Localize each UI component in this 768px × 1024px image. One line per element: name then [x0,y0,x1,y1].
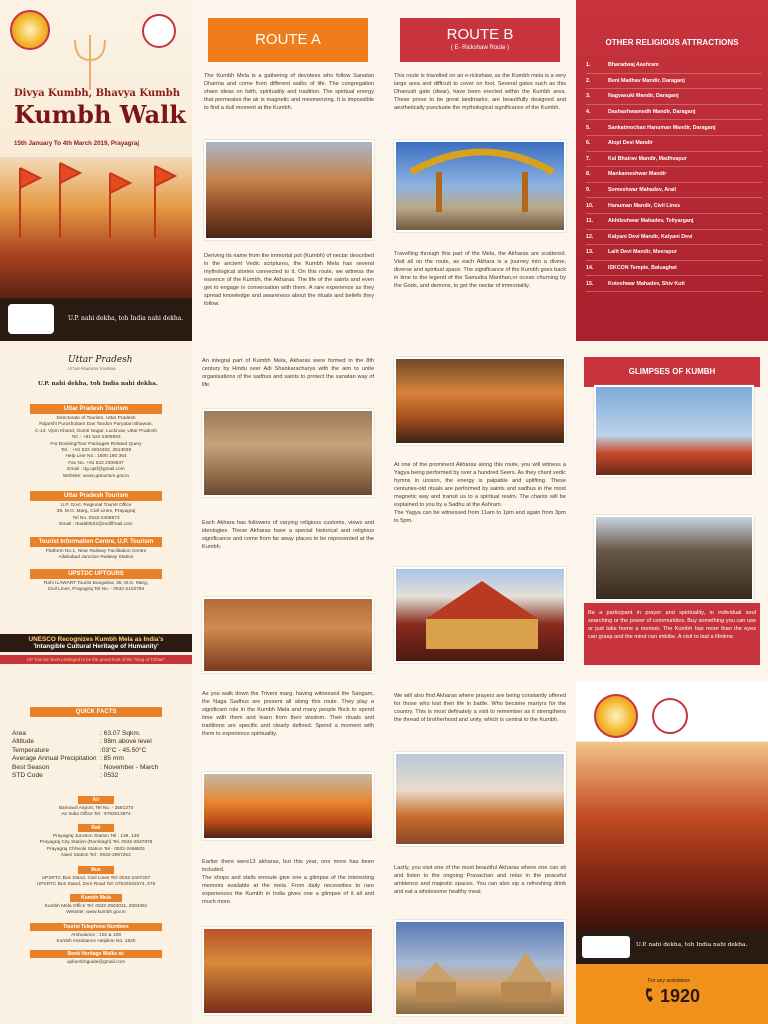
sec4-title: UPSTDC UPTOURS [30,569,162,579]
rail-title: Rail [78,824,114,832]
quick-fact-row [12,772,182,780]
attraction-number: 13. [586,249,594,256]
attraction-name: ISKCON Temple, Baluaghat [608,265,677,272]
route-b-intro: This route is travelled on an e-rickshaw, as the Kumbh mela is a very large area and difficult to cover on foot. Several gates such as this Dhanush gate (dwar), have been erected within the Kumbh area. These prove to be great landmarks, are beautifully designed and aesthetically punctuate the mythological significance of the Kumbh. [394,73,566,111]
route-b-title: ROUTE B [446,26,514,43]
cover-dates: 15th January To 4th March 2019, Prayagraj [14,140,140,147]
quick-fact-key: Average Annual Precipitation [12,755,97,763]
attraction-item [586,89,762,105]
bus-title: Bus [78,866,114,874]
attraction-item [586,105,762,121]
yagya-panel [384,341,576,682]
attraction-number: 11. [586,218,594,225]
attraction-name: Beni Madhav Mandir, Daraganj [608,77,685,84]
attraction-item [586,120,762,136]
phones-title: Tourist Telephone Numbers [30,923,162,931]
glimpses-panel [576,341,768,682]
attraction-number: 10. [586,202,594,209]
contacts-panel [0,341,192,682]
attraction-number: 7. [586,155,591,162]
naga-intro: As you walk down the Triveni marg, having witnessed the Sangam, the Naga Sadhus are present all along this route. They play a significant role in the Kumbh Mela and many people flock to spend time with them and learn from their wisdom. Their rituals and traditions are specific and clearly defined. Spend a moment with them to experience spirituality. [202,691,374,737]
quick-fact-value: :03°C - 45.50°C [100,746,147,754]
attraction-name: Koteshwar Mahadev, Shiv Kuti [608,280,685,287]
route-b-header [400,18,560,62]
air-title: Air [78,796,114,804]
quick-facts-title: QUICK FACTS [30,707,162,717]
cover-tagline: Divya Kumbh, Bhavya Kumbh [14,88,180,99]
attraction-item [586,167,762,183]
unesco-banner [0,634,192,652]
attraction-item [586,183,762,199]
phone-icon [644,986,658,1004]
cover-slogan: U.P. nahi dekha, toh India nahi dekha. [68,315,184,322]
yagya-photo [394,357,566,445]
sec2-lines: U.P. Govt. Regional Tourist Office 35, M.G. Marg, Civil Lines, Prayagraj Tel No. 0532-2408873 Email : rtoald0532@rediffmail.com [56,503,136,528]
quick-facts-panel [0,682,192,1024]
kumbh-logo [10,10,50,50]
attraction-number: 1. [586,62,591,69]
attraction-name: Hanuman Mandir, Civil Lines [608,202,681,209]
route-b-subtitle: ( E- Rickshaw Route ) [450,45,510,51]
attraction-item [586,276,762,292]
quick-fact-value: : November - March [100,763,159,771]
glimpse-photo-1 [594,385,754,477]
attraction-item [586,198,762,214]
attraction-name: Sankatmochan Hanuman Mandir, Daraganj [608,124,716,131]
quick-fact-value: : 63.07 Sqkm. [100,730,141,737]
up-govt-seal [142,14,176,48]
attraction-number: 5. [586,124,591,131]
attraction-number: 2. [586,77,591,84]
attraction-item [586,152,762,168]
quick-fact-key: Best Season [12,763,50,771]
attraction-item [586,214,762,230]
unesco-sub: 'Intangible Cultural Heritage of Humanity' [33,643,159,650]
yagya-description: At one of the prominent Akharas along this route, you will witness a Yagya being performed by over a hundred Seers. As they chant vedic hymns in unison, the energy is palpable and uplifting. These centuries-old rituals are performed by saints and sadhus in the most magnetic way and transit us to a spiritual realm. The chants will be explained to you by a Sadhu at the Ashram. The Yagya can be witnessed from 11am to 1pm and again from 3pm to 5pm. [394,462,566,524]
route-a-panel [192,0,384,341]
attraction-number: 15. [586,280,594,287]
sec1-title: Uttar Pradesh Tourism [30,404,162,414]
akharas-intro: An integral part of Kumbh Mela, Akharas were formed in the 8th century by Hindu seer Adi Shankaracharya with the aim to unite organisations of the sadhus and saints to protect the sanatan way of life. [202,358,374,388]
route-a-title: ROUTE A [208,18,368,62]
cover-title: Kumbh Walk [14,100,186,129]
attractions-title: OTHER RELIGIOUS ATTRACTIONS [605,38,739,47]
route-b-panel [384,0,576,341]
attraction-name: Dashashwamedh Mandir, Daraganj [608,109,696,116]
quick-fact-key: STD Code [12,772,43,780]
attraction-number: 6. [586,140,591,147]
quick-facts-list [12,730,182,780]
up-brand: Uttar Pradesh [68,355,133,365]
air-lines: Bamrauli Airport, Tel No. - 2581370 Air India Office Tel : 9793013874 [58,806,134,818]
temple-photo [394,920,566,1016]
up-govt-seal-back [652,698,688,734]
glimpses-description: Be a participant in prayer and spirituality, in individual soul searching or the power of communities. Buy something you can use or just take home a memoir. The Kumbh has more than the eyes can grasp and the mind can imbibe. A visit to last a lifetime. [588,610,756,640]
attraction-name: Alopi Devi Mandir [608,140,653,147]
sadhu-photo [202,409,374,497]
quick-fact-row [12,730,182,738]
attraction-number: 3. [586,93,591,100]
attraction-number: 4. [586,109,591,116]
phones-lines: Ambulance : 102 & 108 Kumbh Assistance Helpline No. 1920 [56,933,136,945]
king-line: UP Tourism feels privileged to be the proud host of the "King of Tirthas" [0,655,192,664]
quick-fact-value: : 85 mm [100,755,124,763]
glimpse-photo-2 [594,515,754,601]
akharas-panel [192,341,384,682]
sec1-lines: Directorate of Tourism, Uttar Pradesh Rajarshi Purushottam Das Tandon Paryatan Bhawan, C-13, Vipin Khand, Gomti Nagar, Lucknow, Uttar Pradesh Tel. : +91 522-2308993 For Booking/Tour Packages Related Query Tel. : +91 522 4004402, 2613639 Help Line No.: 1800 180 364 Fax No. +91 522 2308937 Email : dg.uptf@gmail.com Website: www.uptourism.gov.in [34,416,158,479]
quick-fact-key: Temperature [12,746,50,754]
mela-title: Kumbh Mela [70,894,122,902]
attraction-number: 14. [586,265,594,272]
sec2-title: Uttar Pradesh Tourism [30,491,162,501]
unesco-title: UNESCO Recognizes Kumbh Mela as India's [28,636,164,643]
cover-footer [0,298,192,341]
attraction-item [586,136,762,152]
quick-fact-key: Area [12,730,26,737]
attraction-number: 8. [586,171,591,178]
cover-panel [0,0,192,341]
attraction-name: Bharadwaj Aashram [608,62,659,69]
route-a-intro: The Kumbh Mela is a gathering of devotees who follow Sanatan Dharma and come from different walks of life. The congregation share ideas on faith, spirituality and tradition. The spiritual energy that permeates the air is magnetic and mesmerizing. It is impossible to find a dull moment at the Kumbh. [204,73,374,111]
quick-fact-row [12,764,182,772]
attraction-number: 12. [586,233,594,240]
attraction-name: Kal Bhairav Mandir, Madhvapur [608,155,687,162]
book-email[interactable]: upkumbhguide@gmail.com [66,960,126,965]
assist-label: For any assistance [648,978,690,984]
route-b-description: Travelling through this part of the Mela, the Akharas are scattered. Visit all on the route, as each Akhara is a journey into a divine, diverse and spiritual space. The significance of the Kumbh goes back in time to the legend of the Samudra Manthan,or ocean churning by the Gods, and demons, to get the nectar of immortality. [394,251,566,289]
up-tourism-logo-back [582,936,630,958]
back-panel [576,682,768,1024]
akharas-description: Each Akhara has followers of varying religious customs, views and ideologies. These Akharas have a special historical and religious significance and come from far away places to be represented at the Kumbh. [202,520,374,550]
pandal-photo [394,567,566,663]
quick-fact-row [12,738,182,746]
bus-lines: UPSRTC Bus Stand, Civil Lines Tel: 0532-2407257 UPSRTC Bus Stand, Zero Road Tel: 07525022574, 576 [36,876,156,888]
trishul-icon [65,30,115,90]
attraction-name: Akhileshwar Mahadev, Teliyarganj [608,218,694,225]
up-tourism-logo [8,304,54,334]
naga-panel [192,682,384,1024]
quick-fact-key: Altitude [12,738,34,746]
mela-lines: Kumbh Mela Office Tel: 0532-2504011, 2504361 Website: www.kumbh.gov.in [44,904,148,916]
naga-description: Earlier there were13 akharas, but this year, one more has been included. The shops and stalls enroute give one a glimpse of the interesting memoirs available at the mela. From daily necessities to rare experiences the Kumbh in India gives one a glimpse of it all and much more. [202,859,374,905]
sec3-lines: Platform No.1, Near Railway Facilitation Centre Allahabad Junction Railway Station [45,549,147,561]
dhanush-gate-photo [394,140,566,232]
quick-fact-value: : 0532 [100,772,119,780]
attraction-name: Mankameshwar Mandir [608,171,667,178]
attraction-name: Nagvasuki Mandir, Daraganj [608,93,679,100]
attraction-number: 9. [586,187,591,194]
attractions-panel [576,0,768,341]
attraction-item [586,58,762,74]
attraction-item [586,261,762,277]
back-footer [576,930,768,964]
route-a-photo [204,140,374,240]
crowd-photo [202,597,374,673]
assist-box [576,964,768,1024]
back-crowd-photo [576,742,768,930]
attraction-name: Kalyani Devi Mandir, Kalyani Devi [608,233,693,240]
quick-fact-row [12,747,182,755]
martyrs-intro: We will also find Akharas where prayers are being constantly offered for those who lost their life in battle. Who became martyrs for the country. This is most definately a visit to remember as it strengthens the thread of brotherhood and unity, which is central to the Kumbh. [394,693,566,723]
glimpses-title: GLIMPSES OF KUMBH [628,367,716,376]
attraction-item [586,74,762,90]
attraction-name: Lalit Devi Mandir, Meerapur [608,249,677,256]
cover-photo [0,158,192,298]
quick-fact-row [12,755,182,763]
attraction-item [586,245,762,261]
attractions-list [586,58,762,292]
up-brand-sub: UTTAR PRADESH TOURISM [68,367,116,371]
book-title: Book Heritage Walks at: [30,950,162,958]
attraction-name: Someshwar Mahadev, Arail [608,187,677,194]
contacts-slogan: U.P. nahi dekha, toh India nahi dekha. [38,381,158,387]
kumbh-logo-back [594,694,638,738]
sec4-lines: Rahi ILAWART Tourist Bungalow, 35, M.G. Marg, Civil Lines, Prayagraj Tel No. - 0532-2102784 [43,581,149,593]
procession-photo [394,752,566,846]
rail-lines: Prayagraj Junction Station Tel : 138, 139 Prayagraj City Station (Rambagh) Tel. 0532-2537978 Prayagraj Chheoki Station Tel - 0532-2466831 Naini Station Tel : 0532-2697252 [39,834,153,859]
route-a-description: Deriving its name from the immortal pot (Kumbh) of nectar described in the ancient Vedic scriptures, the Kumbh Mela has several mythological stories connected to it. On this route, we witness the essence of the Kumbh, the Akharas. The life of the saints and even get to engage in conversation with them. A rare experience as they spread knowledge and awareness about the rituals and beliefs they follow. [204,253,374,307]
sec3-title: Tourist Information Centre, U.P. Tourism [30,537,162,547]
quick-fact-value: : 98m above level [100,738,152,746]
martyrs-panel [384,682,576,1024]
martyrs-description: Lastly, you visit one of the most beautiful Akharas where one can sit and listen to the ongoing Pravachan and relax in the peaceful ambience and majestic spaces. You can also sip a refreshing drink and eat a wholesome healthy meal. [394,865,566,895]
back-slogan: U.P. nahi dekha, toh India nahi dekha. [636,942,748,948]
naga-photo [202,772,374,840]
assist-number[interactable]: 1920 [660,986,701,1006]
attraction-item [586,230,762,246]
stalls-photo [202,927,374,1015]
